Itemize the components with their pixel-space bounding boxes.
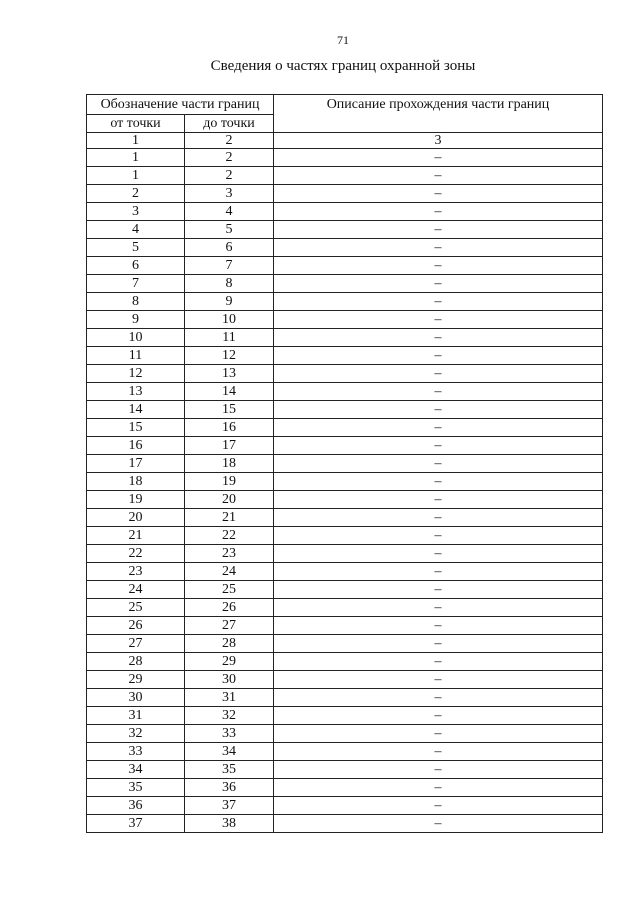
to-point-cell: 13 — [185, 365, 274, 383]
to-point-cell: 22 — [185, 527, 274, 545]
description-cell: – — [274, 383, 603, 401]
from-point-cell: 23 — [87, 563, 185, 581]
to-point-cell: 23 — [185, 545, 274, 563]
column-number: 2 — [185, 133, 274, 149]
description-cell: – — [274, 455, 603, 473]
description-cell: – — [274, 275, 603, 293]
table-row — [87, 617, 603, 635]
table-body — [87, 133, 603, 833]
from-point-cell: 25 — [87, 599, 185, 617]
from-point-cell: 16 — [87, 437, 185, 455]
description-cell: – — [274, 239, 603, 257]
table-row — [87, 329, 603, 347]
from-point-cell: 13 — [87, 383, 185, 401]
table-row — [87, 509, 603, 527]
table-row — [87, 599, 603, 617]
to-point-cell: 25 — [185, 581, 274, 599]
from-point-cell: 28 — [87, 653, 185, 671]
from-point-cell: 7 — [87, 275, 185, 293]
from-point-cell: 8 — [87, 293, 185, 311]
to-point-cell: 6 — [185, 239, 274, 257]
table-row — [87, 815, 603, 833]
column-number: 3 — [274, 133, 603, 149]
table-row — [87, 581, 603, 599]
description-cell: – — [274, 419, 603, 437]
to-point-cell: 4 — [185, 203, 274, 221]
description-cell: – — [274, 671, 603, 689]
from-point-cell: 21 — [87, 527, 185, 545]
table-row — [87, 437, 603, 455]
to-point-cell: 5 — [185, 221, 274, 239]
from-point-cell: 3 — [87, 203, 185, 221]
table-row — [87, 545, 603, 563]
to-point-cell: 3 — [185, 185, 274, 203]
description-cell: – — [274, 185, 603, 203]
table-row — [87, 203, 603, 221]
description-cell: – — [274, 689, 603, 707]
from-point-cell: 26 — [87, 617, 185, 635]
description-cell: – — [274, 599, 603, 617]
from-point-cell: 6 — [87, 257, 185, 275]
description-cell: – — [274, 365, 603, 383]
table-row — [87, 275, 603, 293]
table-row — [87, 257, 603, 275]
document-title: Сведения о частях границ охранной зоны — [210, 58, 476, 74]
from-point-cell: 5 — [87, 239, 185, 257]
to-point-cell: 8 — [185, 275, 274, 293]
from-point-cell: 4 — [87, 221, 185, 239]
from-point-cell: 18 — [87, 473, 185, 491]
from-point-cell: 12 — [87, 365, 185, 383]
description-cell: – — [274, 437, 603, 455]
table-row — [87, 401, 603, 419]
boundary-parts-table — [86, 94, 603, 833]
table-row — [87, 149, 603, 167]
table-row — [87, 635, 603, 653]
from-point-cell: 22 — [87, 545, 185, 563]
table-row — [87, 653, 603, 671]
table-row — [87, 527, 603, 545]
description-cell: – — [274, 635, 603, 653]
from-point-cell: 17 — [87, 455, 185, 473]
to-point-cell: 9 — [185, 293, 274, 311]
to-point-cell: 16 — [185, 419, 274, 437]
description-cell: – — [274, 203, 603, 221]
description-cell: – — [274, 473, 603, 491]
from-point-header: от точки — [87, 115, 185, 133]
description-cell: – — [274, 653, 603, 671]
description-cell: – — [274, 167, 603, 185]
to-point-cell: 35 — [185, 761, 274, 779]
from-point-cell: 30 — [87, 689, 185, 707]
description-cell: – — [274, 293, 603, 311]
to-point-cell: 28 — [185, 635, 274, 653]
table-row — [87, 797, 603, 815]
table-row — [87, 491, 603, 509]
description-cell: – — [274, 545, 603, 563]
to-point-header: до точки — [185, 115, 274, 133]
table-row — [87, 383, 603, 401]
from-point-cell: 1 — [87, 149, 185, 167]
table-row — [87, 311, 603, 329]
from-point-cell: 29 — [87, 671, 185, 689]
from-point-cell: 33 — [87, 743, 185, 761]
table-row — [87, 725, 603, 743]
from-point-cell: 1 — [87, 167, 185, 185]
description-cell: – — [274, 347, 603, 365]
table-row — [87, 473, 603, 491]
table-row — [87, 455, 603, 473]
to-point-cell: 26 — [185, 599, 274, 617]
column-number: 1 — [87, 133, 185, 149]
from-point-cell: 20 — [87, 509, 185, 527]
from-point-cell: 2 — [87, 185, 185, 203]
from-point-cell: 10 — [87, 329, 185, 347]
to-point-cell: 27 — [185, 617, 274, 635]
table-row — [87, 347, 603, 365]
from-point-cell: 24 — [87, 581, 185, 599]
part-designation-header: Обозначение части границ — [87, 95, 274, 115]
to-point-cell: 15 — [185, 401, 274, 419]
description-cell: – — [274, 617, 603, 635]
table-row — [87, 743, 603, 761]
table-row — [87, 671, 603, 689]
description-cell: – — [274, 527, 603, 545]
description-cell: – — [274, 311, 603, 329]
table-row — [87, 707, 603, 725]
to-point-cell: 18 — [185, 455, 274, 473]
page-number: 71 — [337, 33, 349, 47]
from-point-cell: 9 — [87, 311, 185, 329]
from-point-cell: 27 — [87, 635, 185, 653]
description-cell: – — [274, 563, 603, 581]
to-point-cell: 34 — [185, 743, 274, 761]
description-cell: – — [274, 257, 603, 275]
to-point-cell: 12 — [185, 347, 274, 365]
to-point-cell: 36 — [185, 779, 274, 797]
description-cell: – — [274, 761, 603, 779]
from-point-cell: 11 — [87, 347, 185, 365]
to-point-cell: 19 — [185, 473, 274, 491]
from-point-cell: 15 — [87, 419, 185, 437]
to-point-cell: 14 — [185, 383, 274, 401]
to-point-cell: 38 — [185, 815, 274, 833]
table-row — [87, 689, 603, 707]
table-row — [87, 365, 603, 383]
to-point-cell: 21 — [185, 509, 274, 527]
from-point-cell: 32 — [87, 725, 185, 743]
to-point-cell: 31 — [185, 689, 274, 707]
to-point-cell: 24 — [185, 563, 274, 581]
from-point-cell: 14 — [87, 401, 185, 419]
description-cell: – — [274, 149, 603, 167]
description-cell: – — [274, 221, 603, 239]
description-cell: – — [274, 797, 603, 815]
to-point-cell: 2 — [185, 167, 274, 185]
to-point-cell: 10 — [185, 311, 274, 329]
to-point-cell: 20 — [185, 491, 274, 509]
column-number-row — [87, 133, 603, 149]
table-row — [87, 779, 603, 797]
description-cell: – — [274, 707, 603, 725]
description-cell: – — [274, 815, 603, 833]
table-row — [87, 293, 603, 311]
to-point-cell: 29 — [185, 653, 274, 671]
to-point-cell: 30 — [185, 671, 274, 689]
description-cell: – — [274, 329, 603, 347]
from-point-cell: 31 — [87, 707, 185, 725]
from-point-cell: 36 — [87, 797, 185, 815]
table-row — [87, 563, 603, 581]
description-cell: – — [274, 491, 603, 509]
to-point-cell: 33 — [185, 725, 274, 743]
table-row — [87, 167, 603, 185]
description-cell: – — [274, 725, 603, 743]
from-point-cell: 34 — [87, 761, 185, 779]
to-point-cell: 7 — [185, 257, 274, 275]
table-row — [87, 221, 603, 239]
description-cell: – — [274, 509, 603, 527]
description-cell: – — [274, 779, 603, 797]
description-cell: – — [274, 581, 603, 599]
table-row — [87, 761, 603, 779]
table-row — [87, 185, 603, 203]
table-row — [87, 239, 603, 257]
from-point-cell: 19 — [87, 491, 185, 509]
to-point-cell: 37 — [185, 797, 274, 815]
to-point-cell: 32 — [185, 707, 274, 725]
description-cell: – — [274, 401, 603, 419]
description-header: Описание прохождения части границ — [274, 95, 603, 133]
table-row — [87, 419, 603, 437]
from-point-cell: 35 — [87, 779, 185, 797]
from-point-cell: 37 — [87, 815, 185, 833]
to-point-cell: 2 — [185, 149, 274, 167]
description-cell: – — [274, 743, 603, 761]
to-point-cell: 11 — [185, 329, 274, 347]
to-point-cell: 17 — [185, 437, 274, 455]
